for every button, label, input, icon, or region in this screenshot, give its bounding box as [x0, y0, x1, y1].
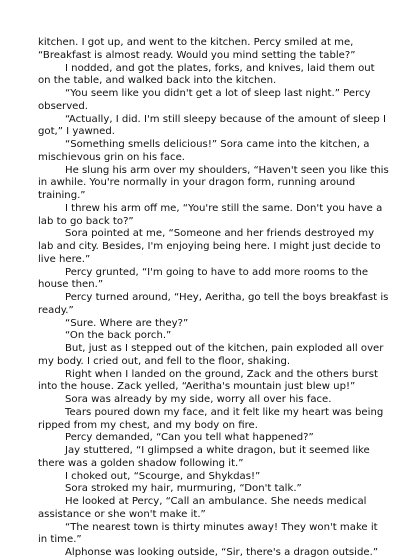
paragraph: Percy turned around, “Hey, Aeritha, go tell the boys breakfast is ready.” — [38, 292, 389, 316]
paragraph: I threw his arm off me, “You're still the same. Don't you have a lab to go back to?” — [38, 202, 383, 227]
paragraph: Alphonse was looking outside, “Sir, there's a dragon outside.” — [65, 547, 379, 558]
paragraph: Tears poured down my face, and it felt like my heart was being ripped from my chest, and my body on fire. — [38, 406, 384, 431]
paragraph: “Actually, I did. I'm still sleepy because of the amount of sleep I got,” I yawned. — [38, 113, 386, 138]
paragraph: But, just as I stepped out of the kitchen, pain exploded all over my body. I cried out, and fell to the floor, shaking. — [38, 343, 384, 367]
paragraph: Right when I landed on the ground, Zack and the others burst into the house. Zack yelled, “Aeritha's mountain just blew up!” — [38, 368, 378, 393]
paragraph: Jay stuttered, “I glimpsed a white dragon, but it seemed like there was a golden shadow following it.” — [38, 445, 370, 469]
paragraph: Sora was already by my side, worry all over his face. — [65, 394, 332, 405]
paragraph: I nodded, and got the plates, forks, and knives, laid them out on the table, and walked back into the kitchen. — [38, 62, 375, 87]
paragraph: Percy grunted, “I'm going to have to add more rooms to the house then.” — [38, 266, 369, 291]
paragraph: I choked out, “Scourge, and Shykdas!” — [65, 470, 261, 482]
paragraph: “Sure. Where are they?” — [65, 317, 189, 329]
paragraph: kitchen. I got up, and went to the kitchen. Percy smiled at me, “Breakfast is almost ready. Would you mind setting the table?” — [38, 37, 356, 61]
paragraph: “The nearest town is thirty minutes away! They won't make it in time.” — [38, 521, 378, 546]
paragraph: He looked at Percy, “Call an ambulance. She needs medical assistance or she won't make it.” — [38, 496, 367, 520]
paragraph: “You seem like you didn't get a lot of sleep last night.” Percy observed. — [38, 88, 371, 112]
paragraph: Sora stroked my hair, murmuring, “Don't talk.” — [65, 483, 302, 495]
paragraph: Sora pointed at me, “Someone and her friends destroyed my lab and city. Besides, I'm enjoying being here. I might just decide to live here.” — [38, 228, 381, 265]
paragraph: “On the back porch.” — [65, 330, 172, 342]
paragraph: He slung his arm over my shoulders, “Haven't seen you like this in awhile. You're normally in your dragon form, running around training.” — [38, 164, 389, 201]
paragraph: “Something smells delicious!” Sora came into the kitchen, a mischievous grin on his face. — [38, 139, 370, 163]
document-page — [38, 37, 390, 560]
paragraph: Percy demanded, “Can you tell what happened?” — [65, 432, 314, 444]
